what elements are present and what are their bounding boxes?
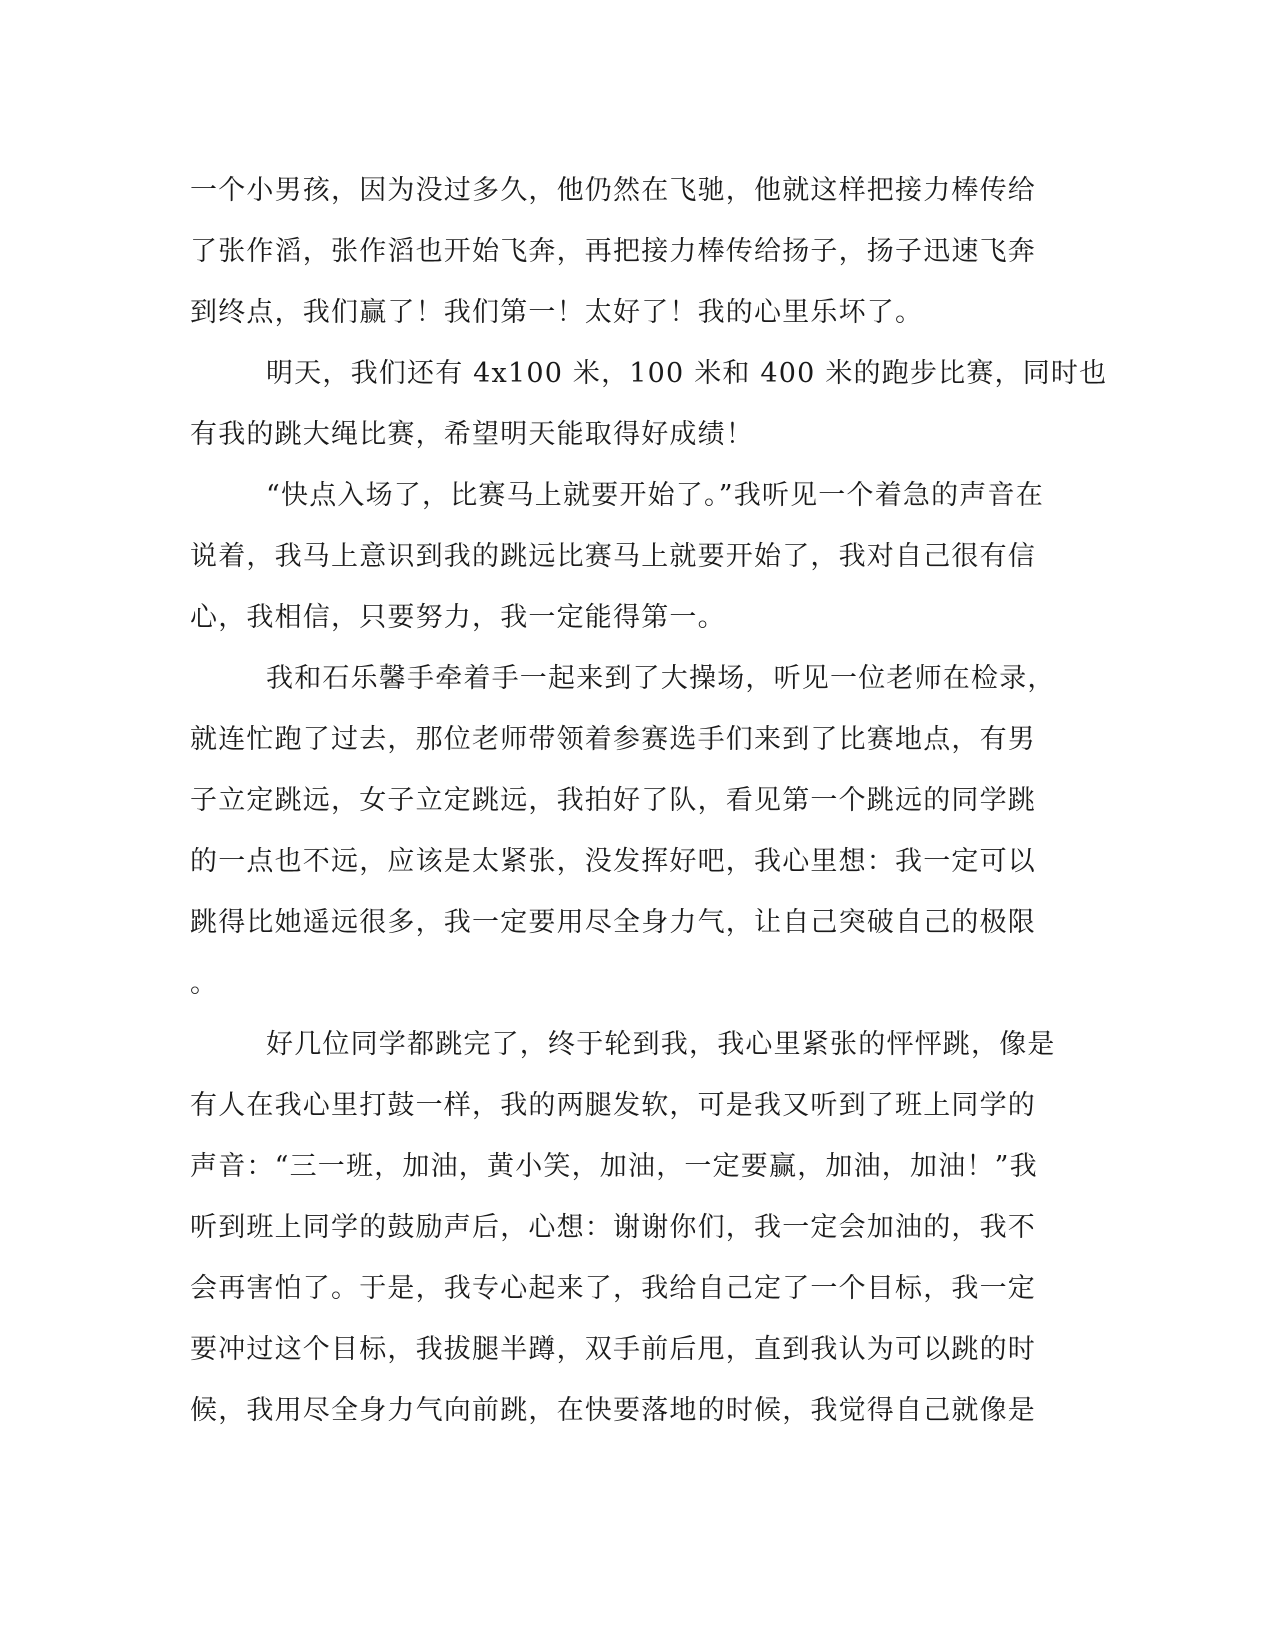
document-body [190,160,1108,1441]
text-line: 了张作滔，张作滔也开始飞奔，再把接力棒传给扬子，扬子迅速飞奔 [190,236,1036,267]
text-line: 一个小男孩，因为没过多久，他仍然在飞驰，他就这样把接力棒传给 [190,175,1036,206]
text-line: 我和石乐馨手牵着手一起来到了大操场，听见一位老师在检录， [266,663,1056,694]
text-line: 说着，我马上意识到我的跳远比赛马上就要开始了，我对自己很有信 [190,541,1036,572]
text-line: 好几位同学都跳完了，终于轮到我，我心里紧张的怦怦跳，像是 [266,1029,1056,1060]
paragraph [190,648,1080,1014]
paragraph [190,160,1080,343]
text-line: 会再害怕了。于是，我专心起来了，我给自己定了一个目标，我一定 [190,1273,1036,1304]
paragraph [190,465,1080,648]
text-line: 有我的跳大绳比赛，希望明天能取得好成绩！ [190,419,754,450]
text-line: 候，我用尽全身力气向前跳，在快要落地的时候，我觉得自己就像是 [190,1395,1036,1426]
text-line: “快点入场了，比赛马上就要开始了。”我听见一个着急的声音在 [266,480,1044,511]
text-line: 声音：“三一班，加油，黄小笑，加油，一定要赢，加油，加油！”我 [190,1151,1038,1182]
text-line: 心，我相信，只要努力，我一定能得第一。 [190,602,726,633]
text-line: 听到班上同学的鼓励声后，心想：谢谢你们，我一定会加油的，我不 [190,1212,1036,1243]
text-line: 跳得比她遥远很多，我一定要用尽全身力气，让自己突破自己的极限 [190,907,1036,938]
text-line: 到终点，我们赢了！我们第一！太好了！我的心里乐坏了。 [190,297,924,328]
text-line: 要冲过这个目标，我拔腿半蹲，双手前后甩，直到我认为可以跳的时 [190,1334,1036,1365]
text-line: 就连忙跑了过去，那位老师带领着参赛选手们来到了比赛地点，有男 [190,724,1036,755]
text-line: 。 [190,968,219,999]
text-line: 有人在我心里打鼓一样，我的两腿发软，可是我又听到了班上同学的 [190,1090,1036,1121]
text-line: 的一点也不远，应该是太紧张，没发挥好吧，我心里想：我一定可以 [190,846,1036,877]
paragraph [190,343,1108,465]
paragraph [190,1014,1080,1441]
text-line: 明天，我们还有 4x100 米，100 米和 400 米的跑步比赛，同时也 [266,358,1108,389]
text-line: 子立定跳远，女子立定跳远，我拍好了队，看见第一个跳远的同学跳 [190,785,1036,816]
